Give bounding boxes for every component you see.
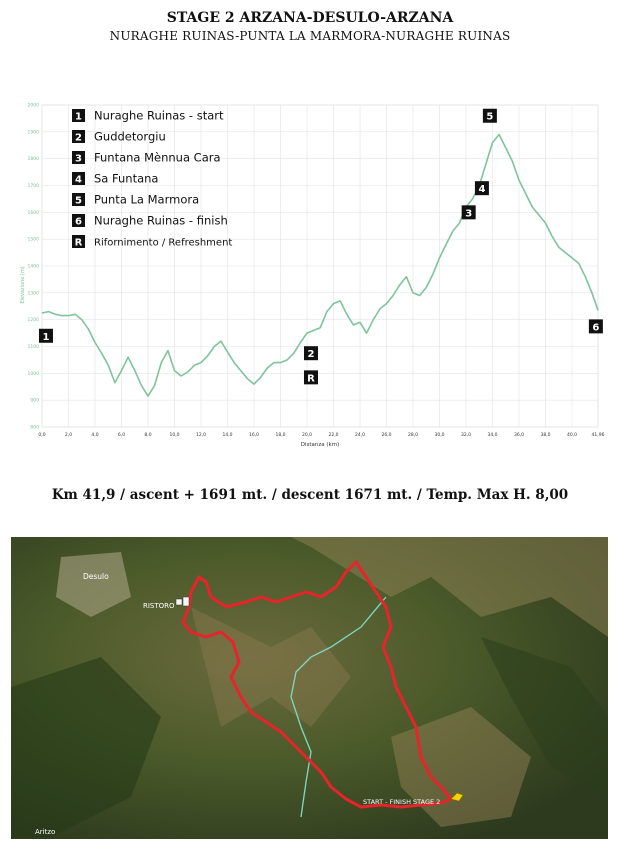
x-tick-label: 4,0 xyxy=(91,433,99,438)
page-title: STAGE 2 ARZANA-DESULO-ARZANA xyxy=(166,10,454,26)
x-tick-label: 26,0 xyxy=(381,433,392,438)
y-axis-label: Elevazione (m) xyxy=(20,266,26,304)
legend-label: Sa Funtana xyxy=(94,171,159,186)
x-tick-label: 30,0 xyxy=(434,433,445,438)
x-axis-label: Distanza (km) xyxy=(300,442,340,448)
legend-item-3 xyxy=(72,151,221,165)
stage-summary: Km 41,9 / ascent + 1691 mt. / descent 1671 mt. / Temp. Max H. 8,00 xyxy=(51,487,569,503)
y-tick-label: 1600 xyxy=(27,210,39,216)
y-tick-label: 1700 xyxy=(27,184,39,189)
x-tick-label: 34,0 xyxy=(487,433,498,438)
x-tick-label: 8,0 xyxy=(144,433,152,438)
y-tick-label: 1000 xyxy=(27,371,39,377)
elevation-profile-chart xyxy=(0,95,620,460)
map-label-desulo: Desulo xyxy=(83,572,109,581)
y-tick-label: 1100 xyxy=(27,345,39,350)
y-tick-label: 1300 xyxy=(27,291,39,297)
marker-label: 5 xyxy=(486,111,494,123)
legend-label: Nuraghe Ruinas - start xyxy=(94,108,224,123)
x-tick-label: 28,0 xyxy=(408,433,419,438)
y-tick-labels xyxy=(28,103,40,431)
y-tick-label: 900 xyxy=(30,398,39,404)
x-tick-labels xyxy=(38,432,604,438)
y-tick-label: 1500 xyxy=(27,237,39,243)
x-tick-label: 14,0 xyxy=(222,433,233,438)
legend-label: Guddetorgiu xyxy=(94,129,166,144)
profile-marker-3 xyxy=(462,205,476,219)
marker-label: 3 xyxy=(465,208,473,220)
profile-marker-r xyxy=(304,370,318,384)
x-tick-label: 32,0 xyxy=(461,433,472,438)
route-map xyxy=(11,537,608,839)
legend-marker-label: 1 xyxy=(75,111,82,123)
profile-marker-5 xyxy=(483,109,497,123)
legend-label: Punta La Marmora xyxy=(94,192,200,207)
profile-marker-2 xyxy=(304,346,318,360)
x-tick-label: 12,0 xyxy=(195,433,207,438)
legend-marker-label: 4 xyxy=(75,174,82,186)
x-tick-label: 38,0 xyxy=(540,433,551,438)
x-tick-label: 0,0 xyxy=(38,433,46,438)
map-label-aritzo: Aritzo xyxy=(35,828,56,836)
legend-marker-label: R xyxy=(74,237,83,249)
profile-marker-4 xyxy=(475,181,489,195)
legend-item-r xyxy=(72,235,232,249)
y-tick-label: 1800 xyxy=(27,157,39,163)
profile-marker-6 xyxy=(589,319,603,333)
x-tick-label: 10,0 xyxy=(169,433,180,438)
marker-label: 1 xyxy=(42,331,50,343)
x-tick-label: 22,0 xyxy=(328,433,339,438)
legend-label: Nuraghe Ruinas - finish xyxy=(94,213,228,228)
marker-label: 2 xyxy=(307,349,315,361)
legend-item-1 xyxy=(72,109,224,123)
profile-marker-1 xyxy=(39,329,53,343)
x-tick-label: 36,0 xyxy=(514,433,525,438)
x-tick-label: 6,0 xyxy=(117,433,126,438)
x-tick-label: 24,0 xyxy=(355,433,366,438)
x-tick-label: 20,0 xyxy=(301,433,313,438)
marker-label: R xyxy=(307,373,315,385)
x-tick-label: 18,0 xyxy=(275,433,286,438)
x-tick-label: 2,0 xyxy=(64,433,73,438)
y-tick-label: 1400 xyxy=(27,264,39,270)
y-tick-label: 2000 xyxy=(27,103,39,109)
marker-label: 4 xyxy=(478,184,486,196)
y-tick-label: 1900 xyxy=(27,130,39,136)
marker-label: 6 xyxy=(592,322,600,334)
x-tick-label: 41,96 xyxy=(591,433,605,438)
map-label-start-finish: START - FINISH STAGE 2 xyxy=(363,798,441,806)
x-tick-label: 40,0 xyxy=(567,433,578,438)
legend-marker-label: 6 xyxy=(75,216,82,228)
y-tick-label: 1200 xyxy=(27,318,39,324)
legend-marker-label: 3 xyxy=(75,153,82,165)
legend-label: Funtana Mènnua Cara xyxy=(94,150,221,165)
legend-marker-label: 2 xyxy=(75,132,82,144)
legend-label: Rifornimento / Refreshment xyxy=(94,237,233,249)
legend-item-4 xyxy=(72,172,158,186)
legend-item-6 xyxy=(72,214,228,228)
legend-marker-label: 5 xyxy=(75,195,82,207)
x-tick-label: 16,0 xyxy=(248,433,260,438)
page-subtitle: NURAGHE RUINAS-PUNTA LA MARMORA-NURAGHE RUINAS xyxy=(109,29,511,43)
map-label-ristoro: RISTORO xyxy=(143,602,175,610)
y-tick-label: 800 xyxy=(30,425,39,431)
